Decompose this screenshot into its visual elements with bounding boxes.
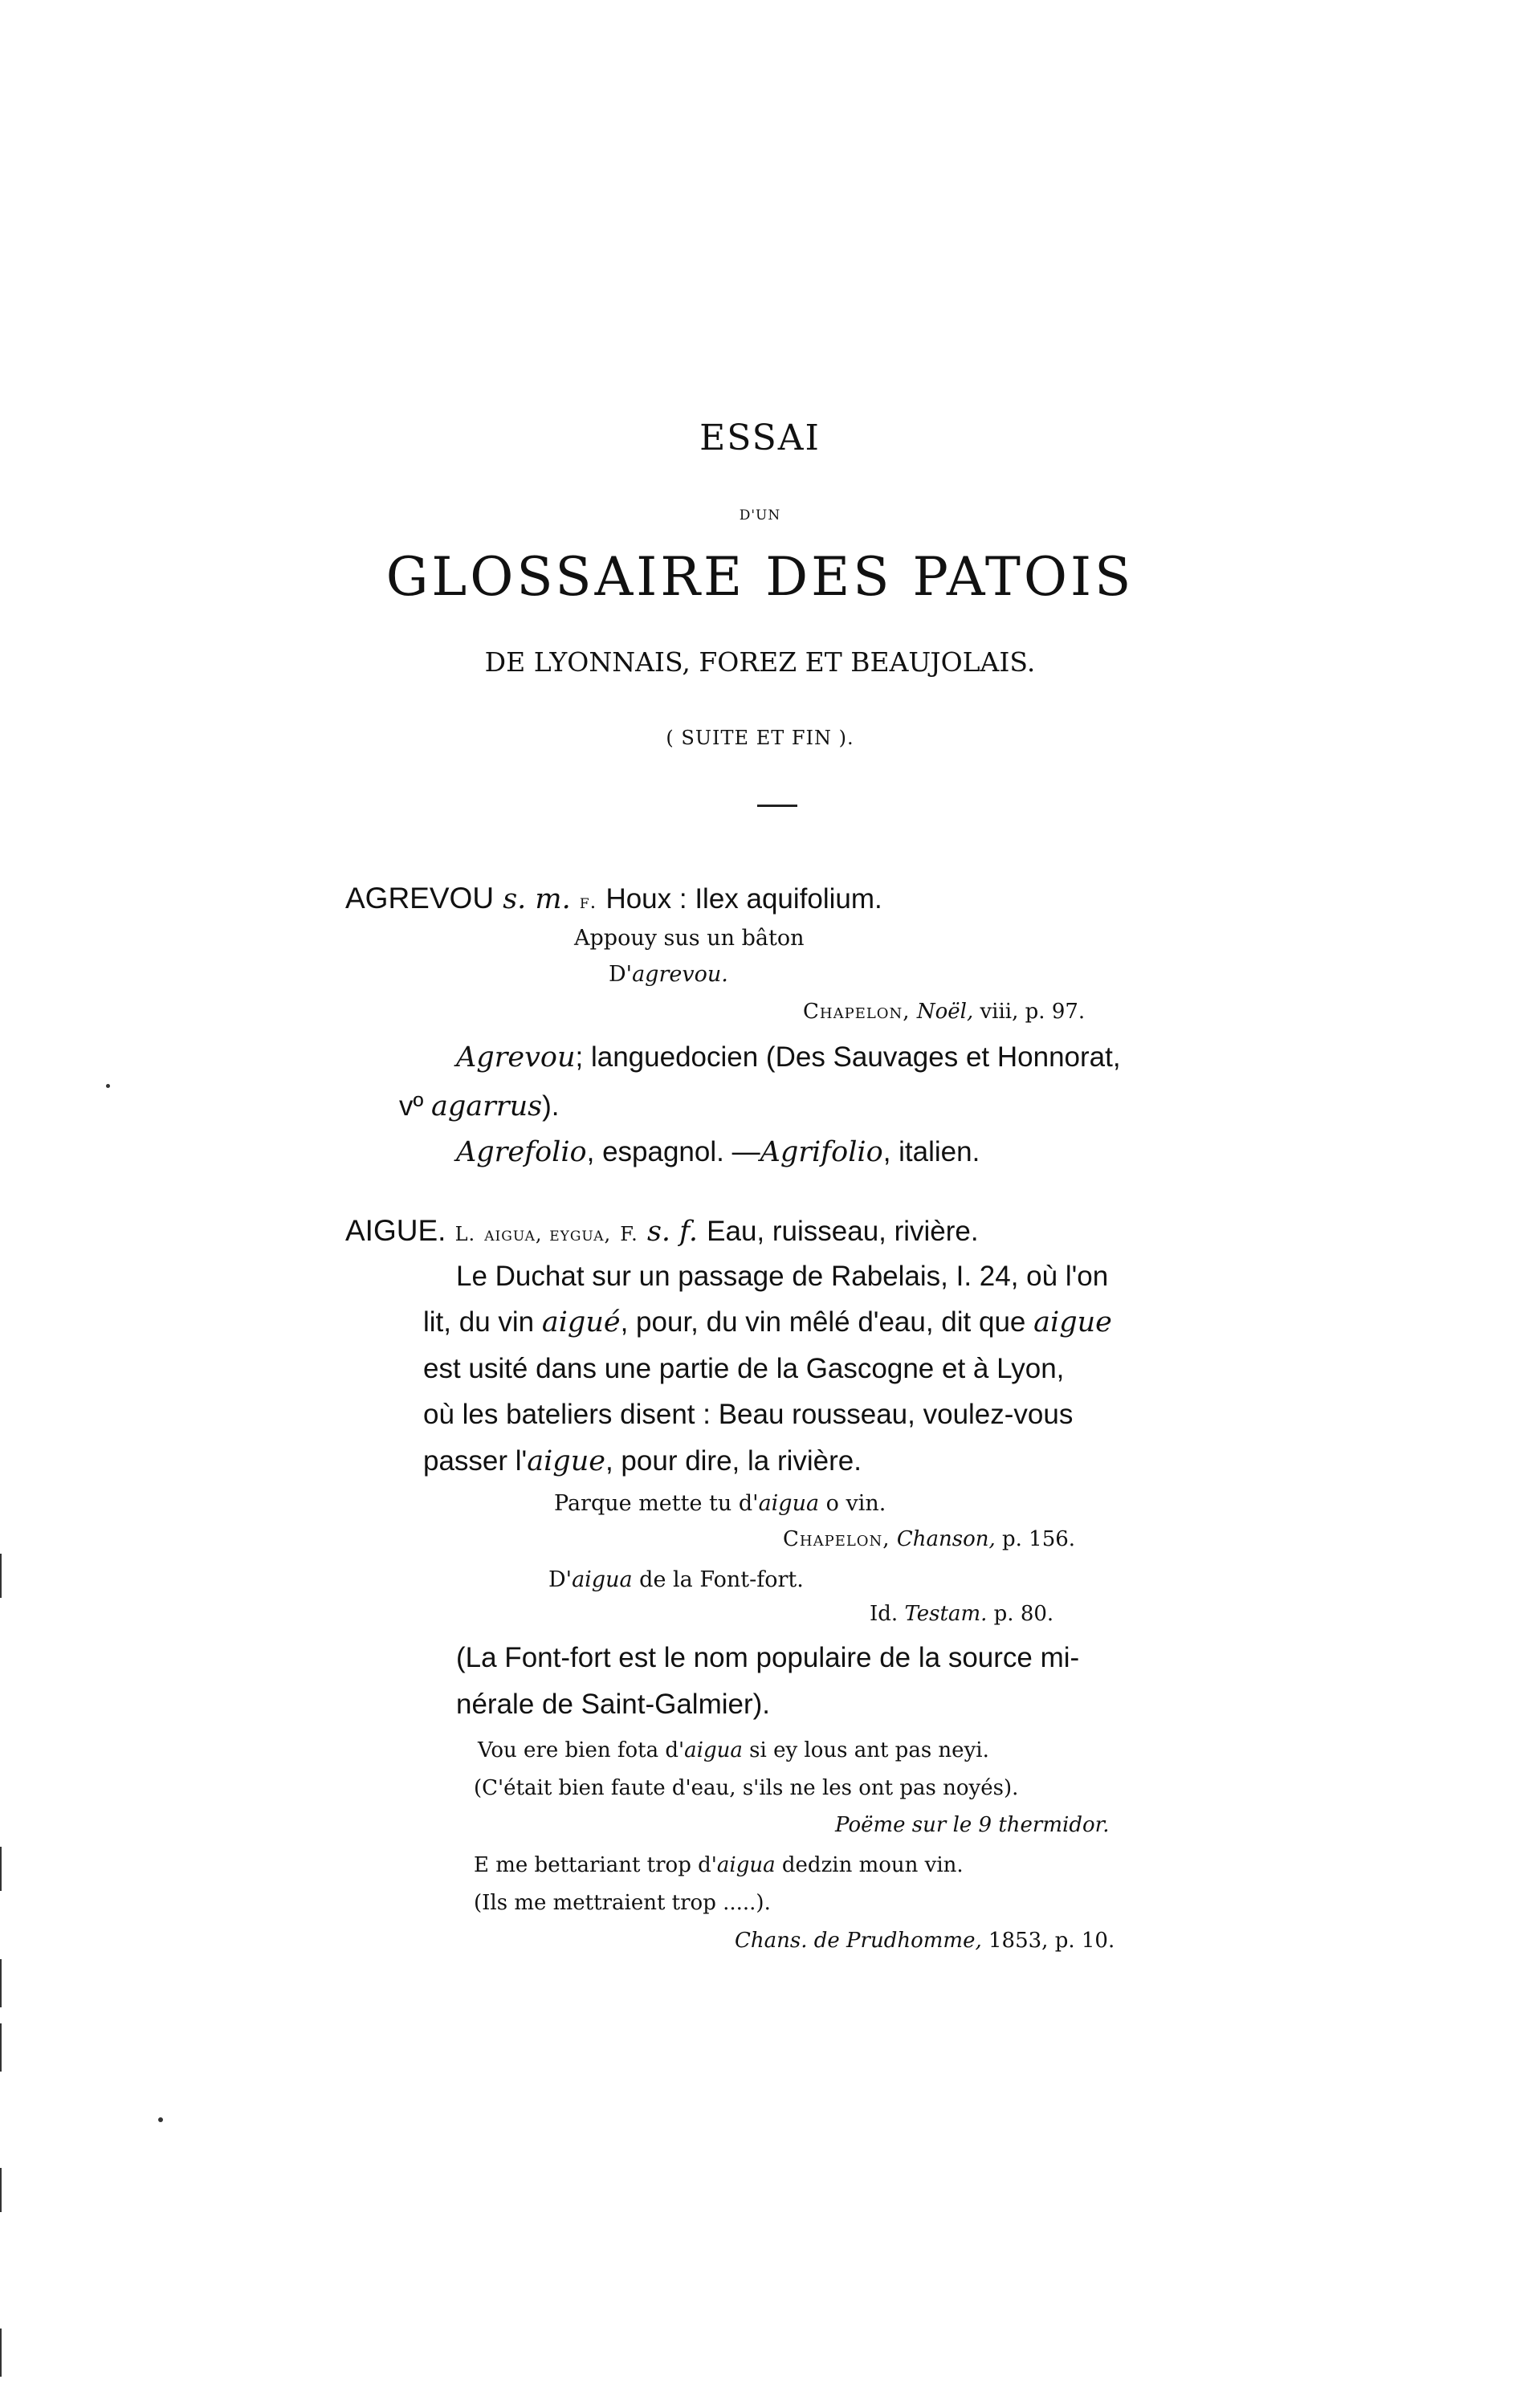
page-subtitle: DE LYONNAIS, FOREZ ET BEAUJOLAIS. bbox=[484, 646, 1036, 678]
scan-artifact bbox=[0, 1847, 2, 1891]
note-line: nérale de Saint-Galmier). bbox=[456, 1689, 770, 1720]
scan-artifact bbox=[0, 2023, 2, 2072]
definition-text: Houx : Ilex aquifolium. bbox=[605, 883, 882, 915]
origin-label: f. bbox=[579, 890, 597, 913]
translation-line: (Ils me mettraient trop .....). bbox=[474, 1891, 771, 1915]
quote-line: Vou ere bien fota d'aigua si ey lous ant pas neyi. bbox=[478, 1738, 989, 1762]
definition-text: Eau, ruisseau, rivière. bbox=[707, 1216, 979, 1247]
scan-artifact bbox=[158, 2117, 163, 2122]
body-line: Agrevou; languedocien (Des Sauvages et Honnorat, bbox=[456, 1041, 1121, 1074]
scan-artifact bbox=[0, 1554, 2, 1598]
body-line: est usité dans une partie de la Gascogne et à Lyon, bbox=[423, 1353, 1065, 1384]
body-line: vº agarrus). bbox=[399, 1090, 560, 1123]
citation: Id. Testam. p. 80. bbox=[870, 1602, 1054, 1626]
entry-headword: AIGUE. bbox=[345, 1214, 446, 1247]
grammar-label: s. m. bbox=[503, 883, 571, 915]
quote-line: D'agrevou. bbox=[609, 962, 728, 987]
entry-headword: AGREVOU bbox=[345, 882, 495, 915]
note-line: (La Font-fort est le nom populaire de la source mi- bbox=[456, 1642, 1080, 1673]
quote-line: Parque mette tu d'aigua o vin. bbox=[554, 1491, 886, 1516]
scan-artifact bbox=[0, 2168, 2, 2212]
scan-artifact bbox=[106, 1084, 110, 1088]
entry-agrevou-headline bbox=[345, 882, 882, 915]
body-line: passer l'aigue, pour dire, la rivière. bbox=[423, 1445, 862, 1477]
suite-label: ( SUITE ET FIN ). bbox=[666, 727, 854, 749]
entry-aigue-headline: AIGUE. L. aigua, eygua, F. s. f. Eau, ruisseau, rivière. bbox=[345, 1214, 979, 1248]
citation: Chans. de Prudhomme, 1853, p. 10. bbox=[735, 1929, 1115, 1953]
quote-line: D'aigua de la Font-fort. bbox=[548, 1567, 804, 1592]
title-divider bbox=[757, 805, 797, 807]
quote-line: E me bettariant trop d'aigua dedzin moun vin. bbox=[474, 1853, 964, 1877]
body-line: Le Duchat sur un passage de Rabelais, I. 24, où l'on bbox=[456, 1261, 1109, 1292]
page-title: GLOSSAIRE DES PATOIS bbox=[385, 546, 1135, 608]
scan-artifact bbox=[0, 1959, 2, 2007]
citation: Chapelon, Chanson, p. 156. bbox=[783, 1527, 1076, 1551]
citation: Chapelon, Noël, viii, p. 97. bbox=[803, 1000, 1086, 1024]
citation: Poëme sur le 9 thermidor. bbox=[835, 1813, 1110, 1837]
body-line: lit, du vin aigué, pour, du vin mêlé d'eau, dit que aigue bbox=[423, 1306, 1112, 1338]
body-line: où les bateliers disent : Beau rousseau, voulez-vous bbox=[423, 1399, 1074, 1430]
scan-artifact bbox=[0, 2329, 2, 2377]
quote-line: Appouy sus un bâton bbox=[574, 926, 805, 951]
translation-line: (C'était bien faute d'eau, s'ils ne les ont pas noyés). bbox=[474, 1776, 1019, 1800]
body-line: Agrefolio, espagnol. —Agrifolio, italien. bbox=[456, 1136, 980, 1168]
essai-heading: ESSAI bbox=[699, 418, 821, 458]
dun-label: D'UN bbox=[739, 507, 781, 524]
